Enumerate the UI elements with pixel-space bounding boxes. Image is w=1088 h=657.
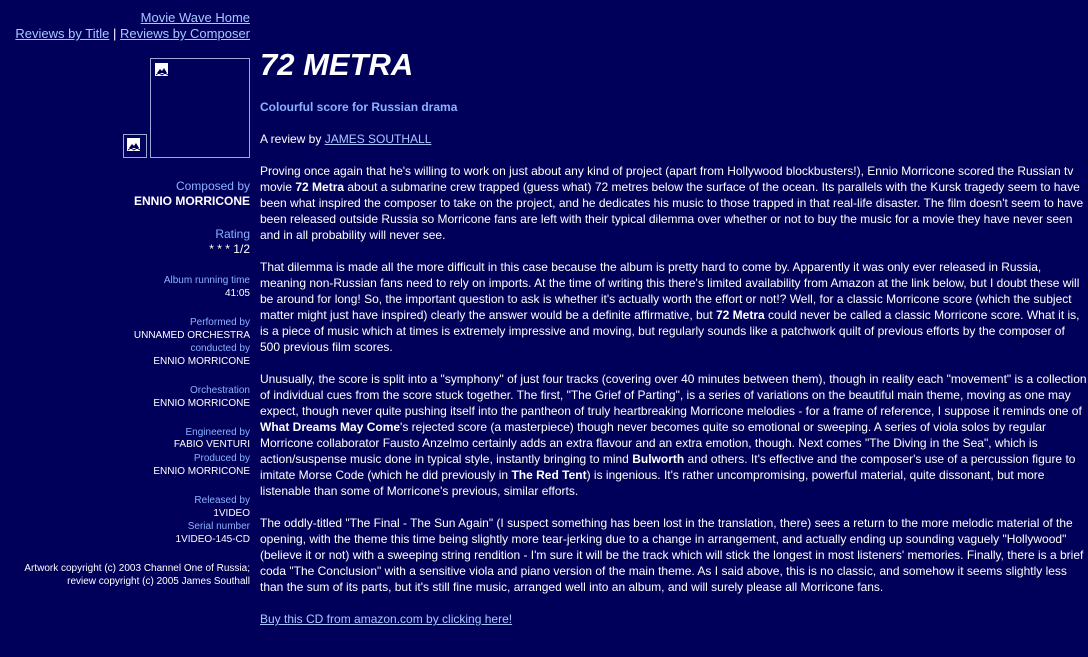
rating-label: Rating [215, 227, 250, 241]
broken-image-icon [155, 63, 169, 77]
author-link[interactable]: JAMES SOUTHALL [324, 132, 432, 146]
composer-name: ENNIO MORRICONE [133, 194, 250, 208]
reviews-by-composer-link[interactable]: Reviews by Composer [119, 26, 250, 41]
composed-by-label: Composed by [175, 179, 250, 193]
review-copyright: review copyright (c) 2005 James Southall [67, 576, 250, 587]
review-byline [260, 131, 431, 147]
engineered-by-value: FABIO VENTURI [173, 439, 250, 450]
produced-by-label: Produced by [193, 453, 250, 464]
home-link[interactable]: Movie Wave Home [140, 10, 250, 25]
film-title-emphasis: Bulworth [632, 452, 685, 466]
produced-by-value: ENNIO MORRICONE [153, 466, 250, 477]
film-title-emphasis: 72 Metra [716, 308, 765, 322]
conducted-by-value: ENNIO MORRICONE [153, 356, 250, 367]
released-by-value: 1VIDEO [213, 508, 250, 519]
artwork-copyright: Artwork copyright (c) 2003 Channel One of Russia; [24, 563, 250, 574]
orchestration-value: ENNIO MORRICONE [153, 398, 250, 409]
released-by-label: Released by [194, 495, 250, 506]
review-paragraph-2: That dilemma is made all the more difficult in this case because the album is pretty hard to come by. Apparently it was only ever released in Russia, meaning non-Russian fans need to rely on imports. At the time of writing this there's limited availability from Amazon at the link below, but I doubt these will be around for long! So, the important question to ask is whether it's actually worth the effort or not!? Well, for a classic Morricone score (which the subject matter might just have inspired) clearly the answer would be a definite affirmative, but 72 Metra could never be called a classic Morricone score. What it is, is a piece of music which at times is extremely impressive and moving, but regularly sounds like a patchwork quilt of previous efforts by the composer of 500 previous film scores. [260, 260, 1080, 354]
review-tagline: Colourful score for Russian drama [260, 100, 458, 114]
nav-separator: | [112, 26, 117, 41]
review-paragraph-4: The oddly-titled "The Final - The Sun Again" (I suspect something has been lost in the translation, there) sees a return to the more melodic material of the opening, with the theme this time being slightly more tear-jerking due to a change in arrangement, and actually ending up sounding vaguely "Hollywood" (believe it or not) with a sweeping string rendition - I'm sure it will be the track which will stick the longest in most listeners' memories. Finally, there is a brief coda "The Conclusion" with a sensitive viola and piano version of the main theme. As I said above, this is no classic, and somehow it seems slightly less than the sum of its parts, but it's still fine music, arranged well into an album, and will surely please all Morricone fans. [260, 516, 1084, 594]
review-paragraph-1: Proving once again that he's willing to work on just about any kind of project (apart from Hollywood blockbusters!), Ennio Morricone scored the Russian tv movie 72 Metra about a submarine crew trapped (guess what) 72 metres below the surface of the ocean. Its parallels with the Kursk tragedy seem to have been what inspired the composer to take on the project, and he dedicates his music to those trapped in that real-life disaster. The film doesn't seem to have been released outside Russia so Morricone fans are left with their typical dilemma over whether or not to buy the music for a movie they have never seen and in all probability will never see. [260, 164, 1084, 242]
serial-number-value: 1VIDEO-145-CD [175, 534, 250, 545]
running-time-label: Album running time [163, 275, 250, 286]
site-nav [15, 10, 250, 42]
film-title-emphasis: The Red Tent [511, 468, 587, 482]
orchestration-label: Orchestration [189, 385, 250, 396]
performed-by-value: UNNAMED ORCHESTRA [133, 330, 250, 341]
review-body [260, 163, 1088, 627]
performed-by-label: Performed by [189, 317, 250, 328]
review-paragraph-3: Unusually, the score is split into a "symphony" of just four tracks (covering over 40 minutes between them), though in reality each "movement" is a collection of individual cues from the score stuck together. The first, "The Grief of Parting", is a series of variations on the beautiful main theme, moving as one may expect, though never quite pushing itself into the pantheon of truly heartbreaking Morricone melodies - for a frame of reference, I suppose it reminds one of What Dreams May Come's rejected score (a masterpiece) though never becomes quite so emotional or sweeping. A series of viola solos by regular Morricone collaborator Fausto Anzelmo certainly adds an extra flavour and an extra emotion, though. Next comes "The Diving in the Sea", which is action/suspense music done in typical style, instantly bringing to mind Bulworth and others. It's effective and the composer's use of a percussion figure to imitate Morse Code (which he did previously in The Red Tent) is ingenious. It's rather uncompromising, powerful material, quite dissonant, but more listenable than some of Morricone's previous, similar efforts. [260, 372, 1087, 498]
album-cover-image [150, 58, 250, 158]
rating-value: * * * 1/2 [209, 242, 250, 256]
broken-image-icon [127, 138, 141, 152]
running-time-value: 41:05 [224, 288, 250, 299]
page-title: 72 METRA [260, 47, 414, 82]
film-title-emphasis: What Dreams May Come [260, 420, 401, 434]
album-thumbnail-image[interactable] [123, 134, 147, 158]
buy-cd-link[interactable]: Buy this CD from amazon.com by clicking here! [260, 612, 513, 626]
reviews-by-title-link[interactable]: Reviews by Title [15, 26, 110, 41]
conducted-by-label: conducted by [190, 343, 250, 354]
serial-number-label: Serial number [187, 521, 250, 532]
film-title-emphasis: 72 Metra [295, 180, 345, 194]
byline-prefix: A review by [260, 132, 325, 146]
engineered-by-label: Engineered by [185, 427, 250, 438]
